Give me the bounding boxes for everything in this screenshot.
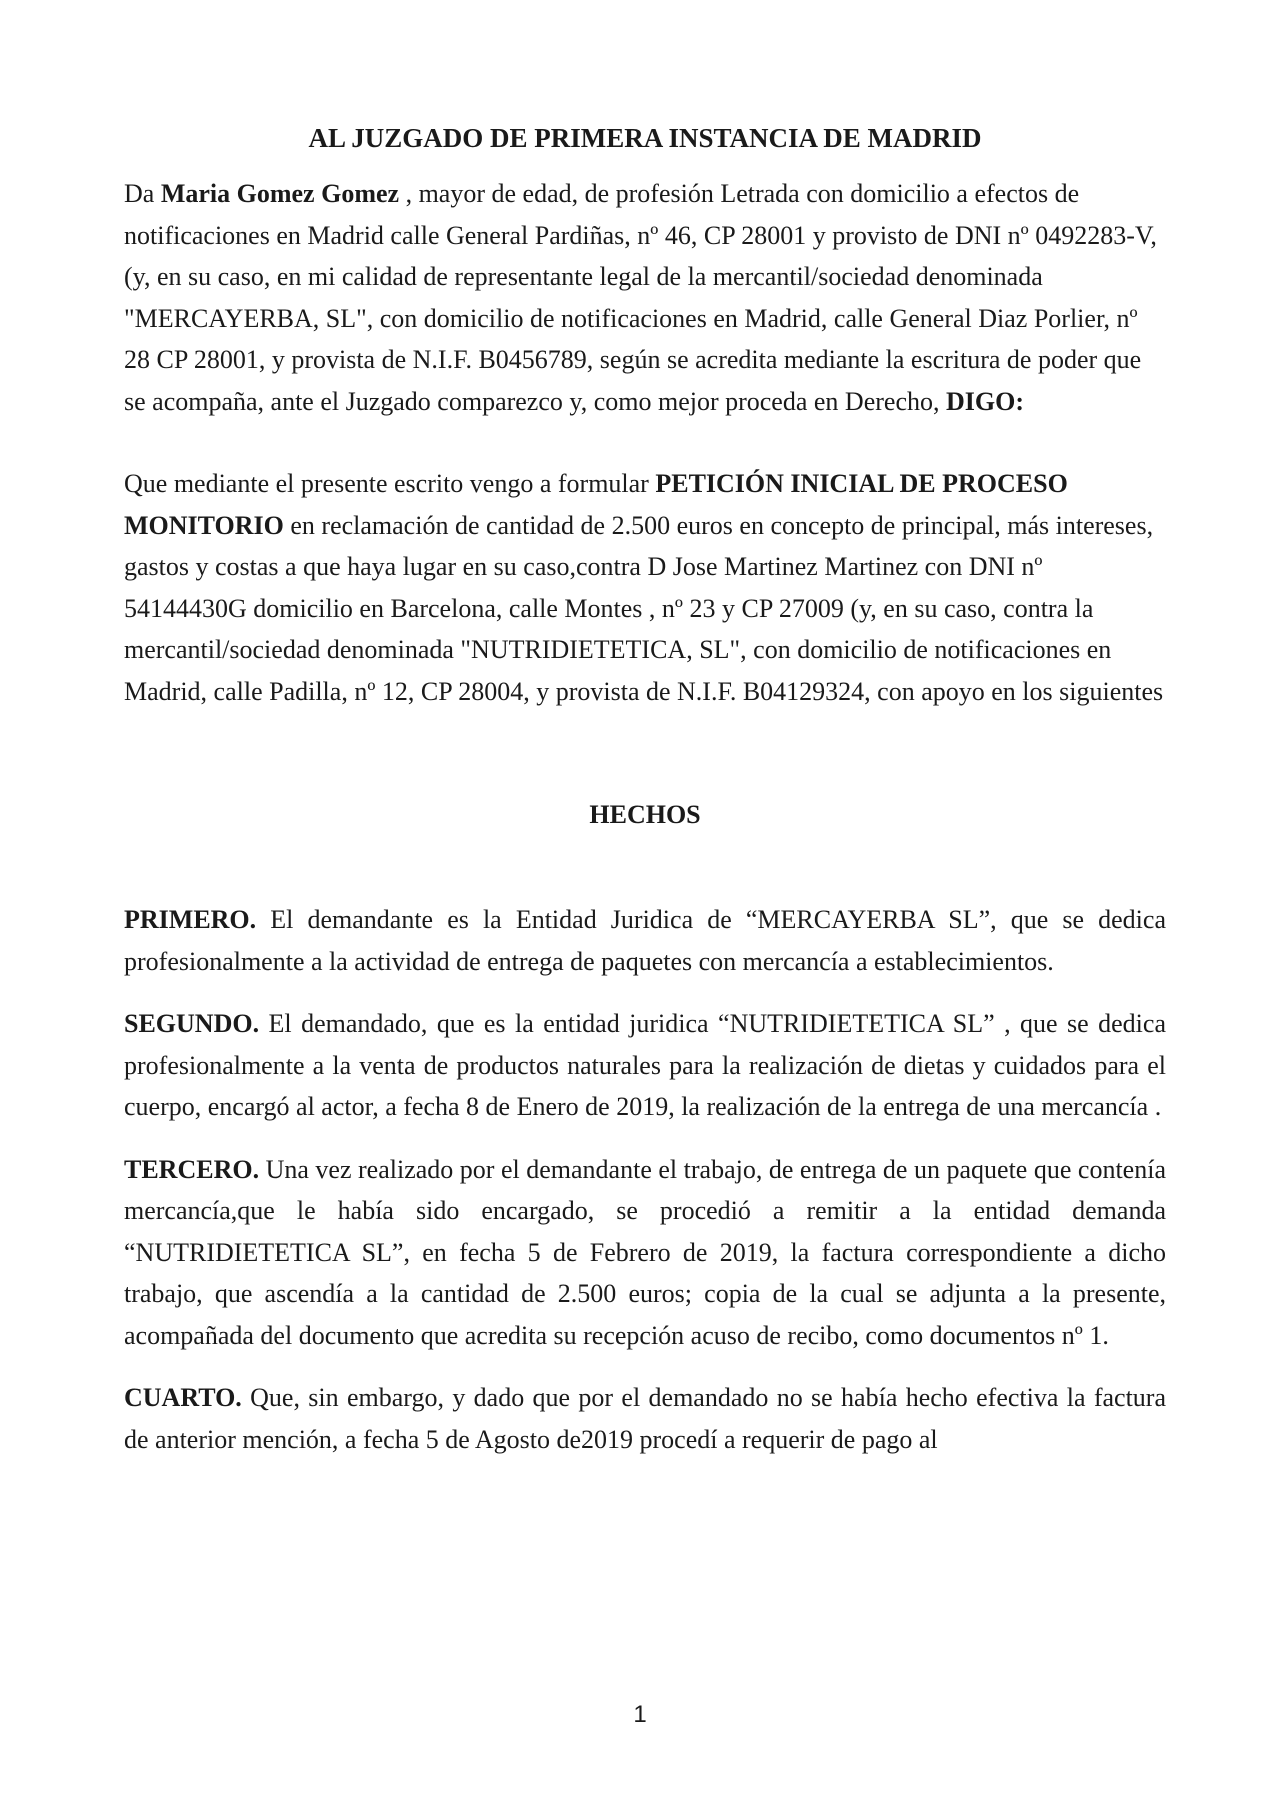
section-title-hechos: HECHOS <box>589 800 701 829</box>
request-text-1: Que mediante el presente escrito vengo a formular <box>124 469 656 498</box>
fact-label: SEGUNDO. <box>124 1009 260 1038</box>
fact-text: Una vez realizado por el demandante el trabajo, de entrega de un paquete que contenía mercancía,que le había sido encargado, se procedió a remitir a la entidad demanda “NUTRIDIETETICA SL”, en fecha 5 de Febrero de 2019, la factura correspondiente a dicho trabajo, que ascendía a la cantidad de 2.500 euros; copia de la cual se adjunta a la presente, acompañada del documento que acredita su recepción acuso de recibo, como documentos nº 1. <box>124 1154 1166 1350</box>
spacer <box>124 1356 1166 1377</box>
fact-text: Que, sin embargo, y dado que por el demandado no se había hecho efectiva la factura de anterior mención, a fecha 5 de Agosto de2019 procedí a requerir de pago al <box>124 1383 1166 1454</box>
spacer <box>124 422 1166 463</box>
fact-text: El demandante es la Entidad Juridica de “MERCAYERBA SL”, que se dedica profesionalmente a la actividad de entrega de paquetes con mercancía a establecimientos. <box>124 905 1166 976</box>
fact-label: CUARTO. <box>124 1383 242 1412</box>
claimant-name: Maria Gomez Gomez <box>160 179 400 208</box>
fact-cuarto <box>124 1377 1166 1460</box>
digo-keyword: DIGO: <box>945 386 1024 416</box>
fact-segundo <box>124 1003 1166 1128</box>
spacer <box>124 982 1166 1003</box>
spacer <box>124 835 1166 899</box>
request-text-2: en reclamación de cantidad de 2.500 euros en concepto de principal, más intereses, gastos y costas a que haya lugar en su caso,contra D Jose Martinez Martinez con DNI nº 54144430G domicilio en Barcelona, calle Montes , nº 23 y CP 27009 (y, en su caso, contra la mercantil/sociedad denominada "NUTRIDIETETICA, SL", con domicilio de notificaciones en Madrid, calle Padilla, nº 12, CP 28004, y provista de N.I.F. B04129324, con apoyo en los siguientes <box>124 510 1164 706</box>
fact-tercero <box>124 1149 1166 1357</box>
fact-text: El demandado, que es la entidad juridica “NUTRIDIETETICA SL” , que se dedica profesionalmente a la venta de productos naturales para la realización de dietas y cuidados para el cuerpo, encargó al actor, a fecha 8 de Enero de 2019, la realización de la entrega de una mercancía . <box>124 1009 1166 1121</box>
petition-title: PETICIÓN INICIAL DE PROCESO MONITORIO <box>124 469 1068 540</box>
intro-paragraph <box>124 173 1166 422</box>
fact-primero <box>124 899 1166 982</box>
intro-text-2: , mayor de edad, de profesión Letrada con domicilio a efectos de notificaciones en Madrid calle General Pardiñas, nº 46, CP 28001 y provisto de DNI nº 0492283-V, (y, en su caso, en mi calidad de representante legal de la mercantil/sociedad denominada "MERCAYERBA, SL", con domicilio de notificaciones en Madrid, calle General Diaz Porlier, nº 28 CP 28001, y provista de N.I.F. B0456789, según se acredita mediante la escritura de poder que se acompaña, ante el Juzgado comparezco y, como mejor proceda en Derecho, <box>124 179 1157 416</box>
fact-label: PRIMERO. <box>124 905 257 934</box>
intro-text-1: Da <box>124 179 161 208</box>
fact-label: TERCERO. <box>124 1154 260 1184</box>
request-paragraph <box>124 463 1166 712</box>
document-title: AL JUZGADO DE PRIMERA INSTANCIA DE MADRID <box>308 123 982 153</box>
spacer <box>124 712 1166 795</box>
spacer <box>124 1128 1166 1149</box>
document-page <box>124 118 1166 1460</box>
page-number: 1 <box>633 1701 647 1728</box>
